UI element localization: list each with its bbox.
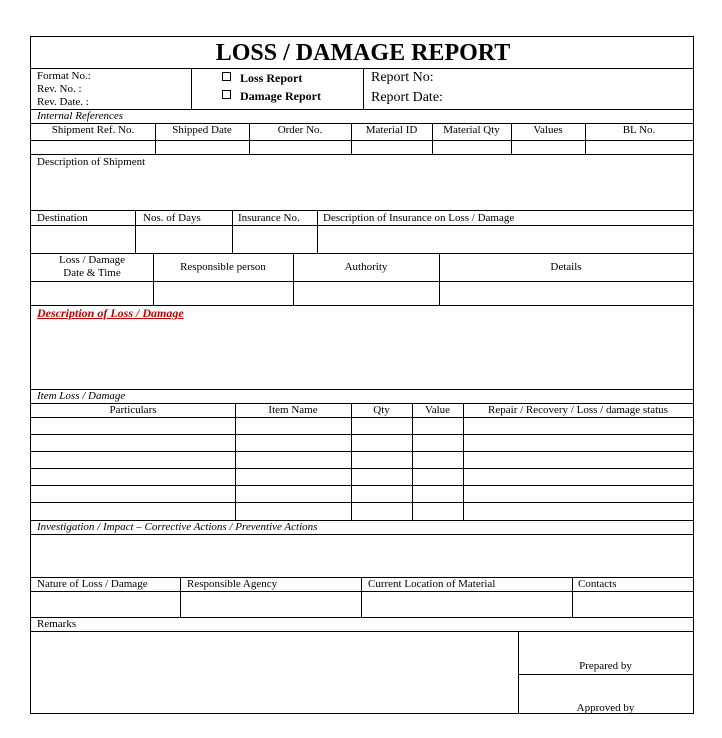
divider [511,123,512,154]
loss-report-checkbox[interactable] [222,72,231,81]
rev-date-label: Rev. Date. : [37,96,89,108]
col-qty: Qty [373,404,390,416]
divider [518,631,519,713]
report-date-label: Report Date: [371,90,443,105]
divider [432,123,433,154]
item-loss-label: Item Loss / Damage [37,390,126,402]
divider [31,434,693,435]
divider [31,468,693,469]
divider [31,109,693,110]
col-material-id: Material ID [365,124,418,136]
divider [463,403,464,520]
col-shipped-date: Shipped Date [172,124,232,136]
prepared-by-label: Prepared by [579,660,632,672]
divider [31,154,693,155]
page-title: LOSS / DAMAGE REPORT [215,40,511,66]
col-particulars: Particulars [109,404,157,416]
damage-report-checkbox[interactable] [222,90,231,99]
divider [317,210,318,253]
rev-no-label: Rev. No. : [37,83,82,95]
divider [232,210,233,253]
divider [31,417,693,418]
divider [31,485,693,486]
authority-label: Authority [344,261,388,273]
approved-by-label: Approved by [576,702,635,714]
internal-references-label: Internal References [37,110,124,122]
responsible-agency-label: Responsible Agency [187,578,278,590]
divider [153,253,154,305]
divider [585,123,586,154]
remarks-label: Remarks [37,618,77,630]
col-item-name: Item Name [268,404,318,416]
divider [31,451,693,452]
divider [351,123,352,154]
col-shipment-ref: Shipment Ref. No. [51,124,135,136]
divider [31,502,693,503]
insurance-description-label: Description of Insurance on Loss / Damage [323,212,515,224]
insurance-no-label: Insurance No. [238,212,300,224]
divider [363,68,364,109]
col-bl-no: BL No. [622,124,656,136]
details-label: Details [550,261,582,273]
col-repair-status: Repair / Recovery / Loss / damage status [488,404,668,416]
loss-report-label: Loss Report [240,71,303,85]
responsible-person-label: Responsible person [180,261,266,273]
divider [361,577,362,617]
col-values: Values [533,124,563,136]
divider [31,225,693,226]
divider [439,253,440,305]
divider [31,617,693,618]
damage-report-label: Damage Report [240,89,321,103]
col-material-qty: Material Qty [443,124,500,136]
divider [191,68,192,109]
divider [293,253,294,305]
loss-date-label-line2: Date & Time [63,267,121,279]
description-of-loss-label: Description of Loss / Damage [37,306,184,320]
divider [249,123,250,154]
col-order-no: Order No. [277,124,323,136]
format-no-label: Format No.: [37,70,91,82]
divider [155,123,156,154]
nos-of-days-label: Nos. of Days [143,212,201,224]
divider [412,403,413,520]
current-location-label: Current Location of Material [368,578,496,590]
divider [235,403,236,520]
divider [572,577,573,617]
contacts-label: Contacts [578,578,617,590]
loss-damage-report-form [30,36,694,714]
divider [31,534,693,535]
divider [31,210,693,211]
divider [31,140,693,141]
divider [135,210,136,253]
divider [31,631,693,632]
divider [351,403,352,520]
divider [31,68,693,69]
divider [180,577,181,617]
destination-label: Destination [37,212,88,224]
divider [31,591,693,592]
divider [31,389,693,390]
nature-of-loss-label: Nature of Loss / Damage [37,578,148,590]
divider [518,674,693,675]
description-of-shipment-label: Description of Shipment [37,156,146,168]
investigation-label: Investigation / Impact – Corrective Actions / Preventive Actions [37,521,318,533]
col-value: Value [424,404,451,416]
loss-date-label-line1: Loss / Damage [59,254,125,266]
report-no-label: Report No: [371,70,434,85]
divider [31,281,693,282]
